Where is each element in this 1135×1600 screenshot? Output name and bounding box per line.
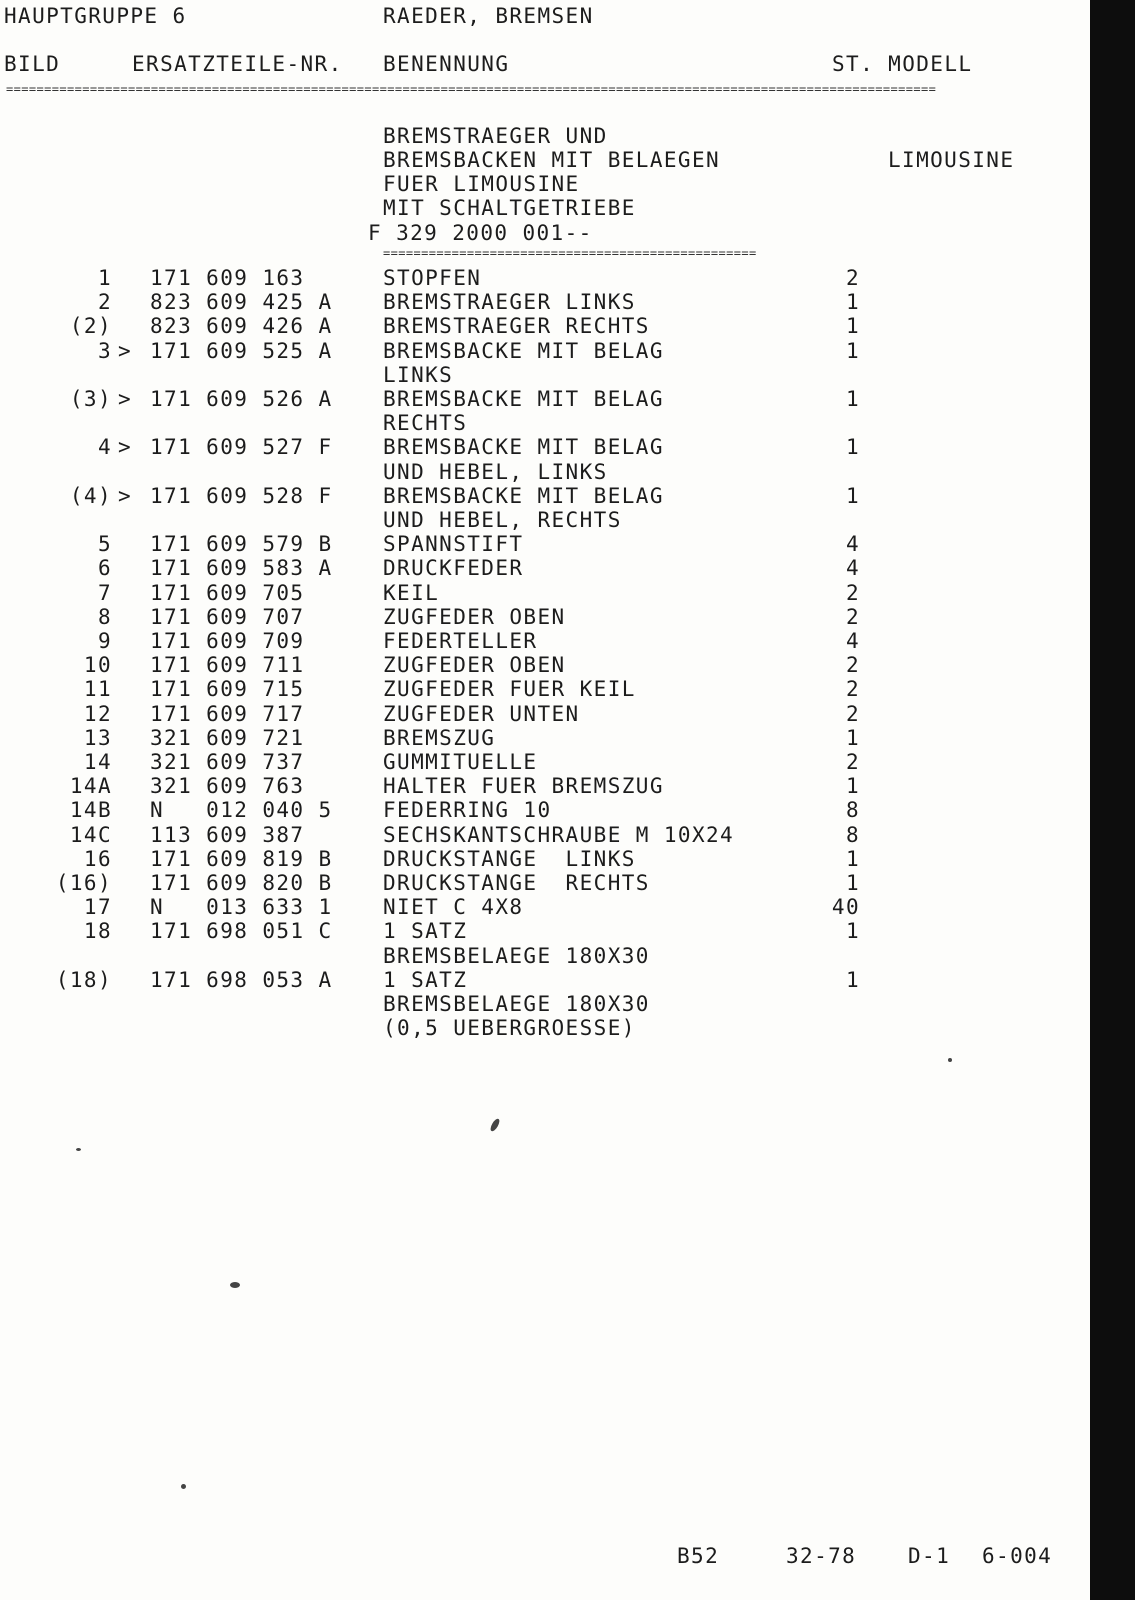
part-bild: 17 xyxy=(83,895,112,919)
part-row xyxy=(0,314,1080,338)
part-bild: 8 xyxy=(97,605,112,629)
part-quantity: 1 xyxy=(845,290,860,314)
part-bild: 14 xyxy=(83,750,112,774)
part-row xyxy=(0,290,1080,314)
part-name: BREMSZUG xyxy=(383,726,496,750)
part-quantity: 40 xyxy=(831,895,860,919)
scan-speck xyxy=(76,1148,81,1151)
part-bild: (4) xyxy=(69,484,112,508)
part-quantity: 8 xyxy=(845,823,860,847)
part-name: NIET C 4X8 xyxy=(383,895,524,919)
part-number: 171 609 526 A xyxy=(150,387,333,411)
column-bild: BILD xyxy=(4,52,61,76)
part-number: 171 609 525 A xyxy=(150,339,333,363)
part-name: SPANNSTIFT xyxy=(383,532,524,556)
part-name: 1 SATZ xyxy=(383,968,468,992)
part-name: ZUGFEDER UNTEN xyxy=(383,702,580,726)
part-name: BREMSBACKE MIT BELAG xyxy=(383,435,664,459)
part-bild: (16) xyxy=(55,871,112,895)
part-row xyxy=(0,411,1080,435)
part-quantity: 2 xyxy=(845,750,860,774)
part-number: 171 609 527 F xyxy=(150,435,333,459)
part-name: FEDERRING 10 xyxy=(383,798,552,822)
part-quantity: 1 xyxy=(845,919,860,943)
part-number: 171 609 711 xyxy=(150,653,305,677)
scan-speck xyxy=(181,1484,186,1489)
part-bild: 14B xyxy=(69,798,112,822)
part-number: 171 609 528 F xyxy=(150,484,333,508)
part-name: BREMSBACKE MIT BELAG xyxy=(383,387,664,411)
part-name: BREMSTRAEGER LINKS xyxy=(383,290,636,314)
part-number: 171 609 819 B xyxy=(150,847,333,871)
part-number: N 012 040 5 xyxy=(150,798,333,822)
part-number: 321 609 763 xyxy=(150,774,305,798)
part-row xyxy=(0,266,1080,290)
part-flag: > xyxy=(118,387,133,411)
part-row xyxy=(0,919,1080,943)
footer-date-code: 32-78 xyxy=(786,1544,857,1568)
part-number: 321 609 737 xyxy=(150,750,305,774)
part-row xyxy=(0,387,1080,411)
scan-speck xyxy=(230,1282,240,1288)
part-bild: 7 xyxy=(97,581,112,605)
part-bild: 1 xyxy=(97,266,112,290)
part-bild: 10 xyxy=(83,653,112,677)
part-number: 171 698 051 C xyxy=(150,919,333,943)
section-line: BREMSBACKEN MIT BELAEGEN xyxy=(383,148,721,172)
part-quantity: 2 xyxy=(845,653,860,677)
part-bild: 6 xyxy=(97,556,112,580)
part-row xyxy=(0,702,1080,726)
part-row xyxy=(0,992,1080,1016)
part-bild: 4 xyxy=(97,435,112,459)
part-number: 171 609 163 xyxy=(150,266,305,290)
section-code: F 329 2000 001-- xyxy=(368,221,593,245)
part-name: KEIL xyxy=(383,581,440,605)
part-bild: (2) xyxy=(69,314,112,338)
part-number: 823 609 426 A xyxy=(150,314,333,338)
part-row xyxy=(0,798,1080,822)
part-name: STOPFEN xyxy=(383,266,482,290)
part-flag: > xyxy=(118,435,133,459)
part-number: 171 609 715 xyxy=(150,677,305,701)
part-name: SECHSKANTSCHRAUBE M 10X24 xyxy=(383,823,735,847)
part-quantity: 2 xyxy=(845,605,860,629)
part-number: 171 609 707 xyxy=(150,605,305,629)
part-bild: 14C xyxy=(69,823,112,847)
part-row xyxy=(0,532,1080,556)
part-quantity: 1 xyxy=(845,774,860,798)
section-line: FUER LIMOUSINE xyxy=(383,172,580,196)
part-bild: 18 xyxy=(83,919,112,943)
part-name: (0,5 UEBERGROESSE) xyxy=(383,1016,636,1040)
part-quantity: 1 xyxy=(845,847,860,871)
part-row xyxy=(0,556,1080,580)
part-bild: 9 xyxy=(97,629,112,653)
scan-edge-shadow xyxy=(1090,0,1135,1600)
footer-region: D-1 xyxy=(908,1544,951,1568)
part-name: 1 SATZ xyxy=(383,919,468,943)
part-row xyxy=(0,435,1080,459)
part-quantity: 2 xyxy=(845,677,860,701)
part-name: ZUGFEDER FUER KEIL xyxy=(383,677,636,701)
part-bild: 5 xyxy=(97,532,112,556)
part-number: 321 609 721 xyxy=(150,726,305,750)
part-row xyxy=(0,895,1080,919)
part-name: UND HEBEL, LINKS xyxy=(383,460,608,484)
part-row xyxy=(0,339,1080,363)
part-bild: 14A xyxy=(69,774,112,798)
part-name: FEDERTELLER xyxy=(383,629,538,653)
part-name: DRUCKSTANGE RECHTS xyxy=(383,871,650,895)
part-row xyxy=(0,774,1080,798)
column-qty-model: ST. MODELL xyxy=(832,52,973,76)
part-row xyxy=(0,484,1080,508)
part-number: 113 609 387 xyxy=(150,823,305,847)
part-bild: 11 xyxy=(83,677,112,701)
section-line: MIT SCHALTGETRIEBE xyxy=(383,196,636,220)
part-row xyxy=(0,581,1080,605)
part-number: 171 609 579 B xyxy=(150,532,333,556)
part-quantity: 8 xyxy=(845,798,860,822)
scan-speck xyxy=(948,1058,952,1062)
part-bild: 16 xyxy=(83,847,112,871)
part-quantity: 1 xyxy=(845,968,860,992)
part-quantity: 1 xyxy=(845,484,860,508)
column-name: BENENNUNG xyxy=(383,52,510,76)
part-row xyxy=(0,677,1080,701)
group-title: RAEDER, BREMSEN xyxy=(383,4,594,28)
part-name: BREMSBACKE MIT BELAG xyxy=(383,484,664,508)
part-name: RECHTS xyxy=(383,411,468,435)
part-row xyxy=(0,726,1080,750)
part-number: 171 609 717 xyxy=(150,702,305,726)
part-quantity: 4 xyxy=(845,629,860,653)
part-number: 171 609 820 B xyxy=(150,871,333,895)
part-quantity: 1 xyxy=(845,871,860,895)
part-name: HALTER FUER BREMSZUG xyxy=(383,774,664,798)
footer-page-code: B52 xyxy=(677,1544,720,1568)
part-bild: 3 xyxy=(97,339,112,363)
part-bild: 13 xyxy=(83,726,112,750)
section-underline: ================================================= xyxy=(383,248,757,258)
part-row xyxy=(0,363,1080,387)
part-row xyxy=(0,653,1080,677)
part-name: ZUGFEDER OBEN xyxy=(383,653,566,677)
part-number: 171 609 583 A xyxy=(150,556,333,580)
part-row xyxy=(0,1016,1080,1040)
part-quantity: 4 xyxy=(845,556,860,580)
part-name: ZUGFEDER OBEN xyxy=(383,605,566,629)
section-model: LIMOUSINE xyxy=(888,148,1015,172)
part-quantity: 1 xyxy=(845,314,860,338)
part-name: LINKS xyxy=(383,363,454,387)
part-quantity: 1 xyxy=(845,435,860,459)
part-flag: > xyxy=(118,484,133,508)
part-bild: 12 xyxy=(83,702,112,726)
part-name: GUMMITUELLE xyxy=(383,750,538,774)
part-name: BREMSBACKE MIT BELAG xyxy=(383,339,664,363)
part-quantity: 2 xyxy=(845,266,860,290)
part-number: 171 698 053 A xyxy=(150,968,333,992)
column-part-number: ERSATZTEILE-NR. xyxy=(132,52,343,76)
header-rule: ========================================================================================================================== xyxy=(6,84,937,94)
part-name: BREMSBELAEGE 180X30 xyxy=(383,944,650,968)
part-quantity: 1 xyxy=(845,387,860,411)
section-line: BREMSTRAEGER UND xyxy=(383,124,608,148)
part-quantity: 1 xyxy=(845,339,860,363)
part-row xyxy=(0,968,1080,992)
part-row xyxy=(0,823,1080,847)
part-number: N 013 633 1 xyxy=(150,895,333,919)
footer-page-ref: 6-004 xyxy=(982,1544,1053,1568)
part-row xyxy=(0,750,1080,774)
part-quantity: 4 xyxy=(845,532,860,556)
part-number: 823 609 425 A xyxy=(150,290,333,314)
part-name: BREMSTRAEGER RECHTS xyxy=(383,314,650,338)
part-name: BREMSBELAEGE 180X30 xyxy=(383,992,650,1016)
part-bild: (3) xyxy=(69,387,112,411)
scan-speck xyxy=(489,1117,501,1132)
part-row xyxy=(0,847,1080,871)
part-name: UND HEBEL, RECHTS xyxy=(383,508,622,532)
group-label: HAUPTGRUPPE 6 xyxy=(4,4,187,28)
part-name: DRUCKSTANGE LINKS xyxy=(383,847,636,871)
part-row xyxy=(0,508,1080,532)
part-bild: (18) xyxy=(55,968,112,992)
part-row xyxy=(0,944,1080,968)
part-flag: > xyxy=(118,339,133,363)
part-row xyxy=(0,460,1080,484)
part-quantity: 2 xyxy=(845,702,860,726)
part-row xyxy=(0,871,1080,895)
part-row xyxy=(0,605,1080,629)
part-quantity: 1 xyxy=(845,726,860,750)
part-row xyxy=(0,629,1080,653)
part-bild: 2 xyxy=(97,290,112,314)
part-number: 171 609 709 xyxy=(150,629,305,653)
part-quantity: 2 xyxy=(845,581,860,605)
part-number: 171 609 705 xyxy=(150,581,305,605)
part-name: DRUCKFEDER xyxy=(383,556,524,580)
